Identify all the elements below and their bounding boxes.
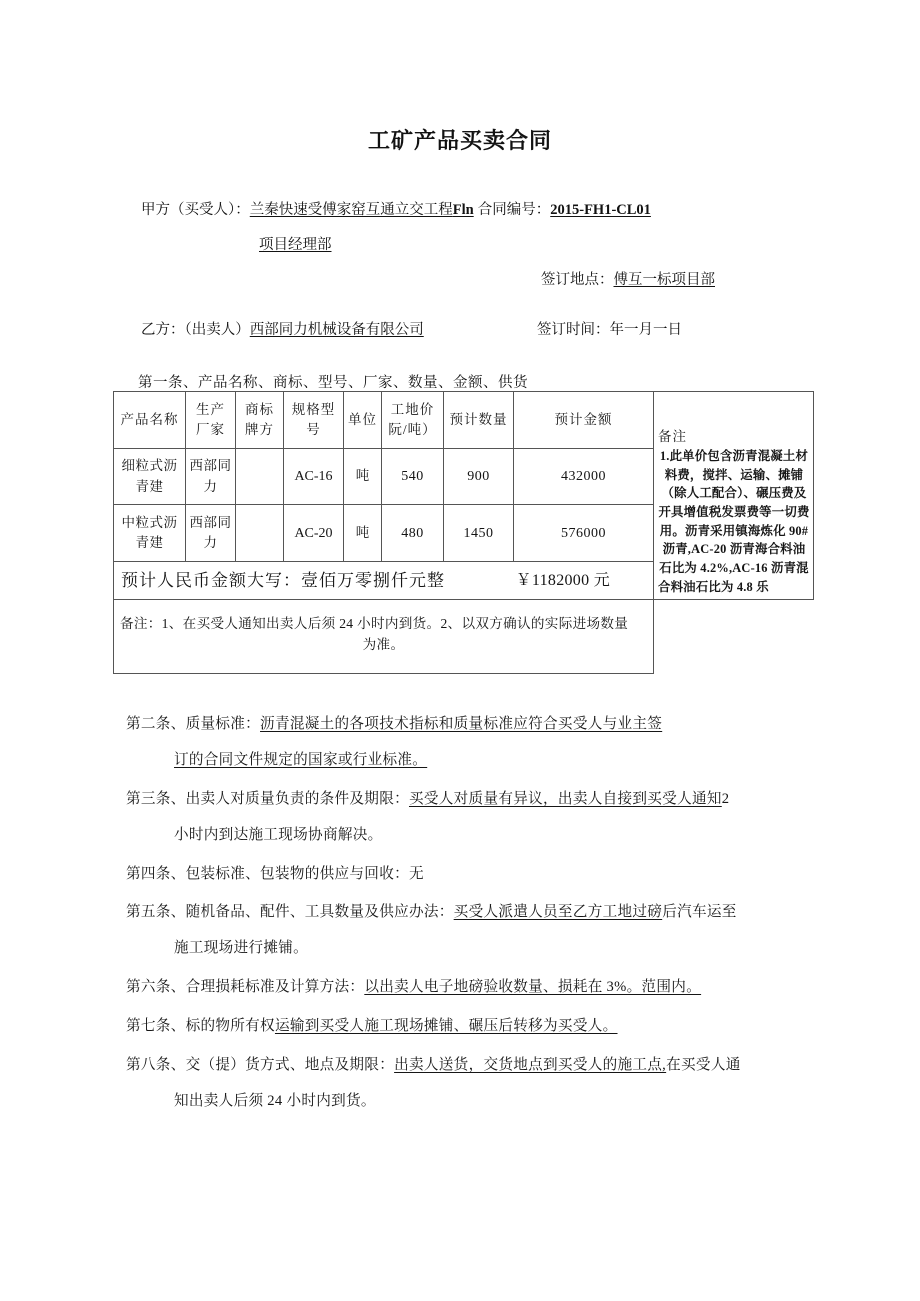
clause-7-label: 第七条、标的物所有权 — [126, 1018, 275, 1035]
cell-brand — [236, 448, 284, 505]
col-header-brand: 商标牌方 — [236, 392, 284, 449]
clause-3-text: 买受人对质量有异议，出卖人自接到买受人通知 — [408, 790, 722, 807]
cell-spec: AC-20 — [284, 505, 344, 562]
col-header-qty: 预计数量 — [444, 392, 514, 449]
clause-5-label: 第五条、随机备品、配件、工具数量及供应办法： — [126, 904, 454, 921]
clause-5-tail: 后汽车运至 — [662, 904, 737, 921]
clause-3-label: 第三条、出卖人对质量负责的条件及期限： — [126, 790, 409, 807]
table-note-cell — [114, 600, 654, 674]
contract-no-value: 2015-FH1-CL01 — [550, 202, 651, 218]
note-row-spacer — [654, 600, 814, 674]
buyer-line — [141, 198, 651, 219]
contract-no-label: 合同编号： — [477, 202, 551, 218]
amount-value: ￥1182000 元 — [515, 571, 610, 589]
table-note-line1: 备注：1、在买受人通知出卖人后须 24 小时内到货。2、以双方确认的实际进场数量 — [120, 616, 629, 632]
sign-time-line — [537, 318, 682, 339]
cell-amount: 576000 — [514, 505, 654, 562]
clauses-list — [126, 714, 838, 1130]
clause-5-cont: 施工现场进行摊铺。 — [174, 940, 309, 957]
cell-spec: AC-16 — [284, 448, 344, 505]
seller-line — [141, 318, 424, 339]
cell-brand — [236, 505, 284, 562]
page-title: 工矿产品买卖合同 — [367, 128, 552, 153]
clause-8 — [126, 1055, 838, 1113]
clause-7-text: 运输到买受人施工现场摊铺、碾压后转移为买受人。 — [274, 1018, 618, 1035]
goods-table — [113, 391, 814, 674]
cell-product: 中粒式沥青建 — [114, 505, 186, 562]
remarks-cell — [654, 392, 814, 600]
buyer-name-line2: 项目经理部 — [259, 237, 332, 253]
sign-place-label: 签订地点： — [541, 272, 614, 288]
cell-factory: 西部同力 — [186, 448, 236, 505]
table-note-line2: 为准。 — [362, 636, 405, 652]
amount-cell — [114, 562, 654, 600]
cell-price: 540 — [382, 448, 444, 505]
goods-table-wrapper — [113, 391, 813, 674]
remarks-text: 1.此单价包含沥青混凝土材料费，搅拌、运输、摊铺（除人工配合）、碾压费及开具增值税发票费等一切费用。沥青采用镇海炼化 90#沥青,AC-20 沥青海合料油石比为 4.2%,AC-16 沥青混合料油石比为 4.8 乐 — [658, 449, 810, 594]
cell-price: 480 — [382, 505, 444, 562]
clause-6 — [126, 977, 838, 999]
clause-2-label: 第二条、质量标准： — [126, 716, 261, 732]
cell-product: 细粒式沥青建 — [114, 448, 186, 505]
clause-5 — [126, 902, 838, 960]
cell-unit: 吨 — [344, 505, 382, 562]
cell-amount: 432000 — [514, 448, 654, 505]
cell-factory: 西部同力 — [186, 505, 236, 562]
clause-6-label: 第六条、合理损耗标准及计算方法： — [126, 979, 365, 996]
buyer-label: 甲方（买受人）： — [141, 202, 250, 218]
clause-2 — [126, 714, 838, 772]
col-header-remarks: 备注 — [658, 429, 687, 444]
seller-name: 西部同力机械设备有限公司 — [249, 322, 424, 338]
sign-time-value: 年一月一日 — [609, 322, 682, 338]
sign-place-line — [541, 268, 715, 289]
sign-time-label: 签订时间： — [537, 322, 610, 338]
clause-6-text: 以出卖人电子地磅验收数量、损耗在 3%。范围内。 — [364, 979, 702, 996]
sign-place-value: 傅互一标项目部 — [613, 272, 715, 288]
col-header-price: 工地价阮/吨） — [382, 392, 444, 449]
clause-8-cont: 知出卖人后须 24 小时内到货。 — [174, 1092, 376, 1109]
seller-label: 乙方：（出卖人） — [141, 322, 250, 338]
clause-3-cont: 小时内到达施工现场协商解决。 — [174, 826, 383, 843]
amount-words-label: 预计人民币金额大写：壹佰万零捌仟元整 — [121, 570, 445, 590]
cell-qty: 1450 — [444, 505, 514, 562]
clause-4-label: 第四条、包装标准、包装物的供应与回收：无 — [126, 865, 424, 882]
cell-unit: 吨 — [344, 448, 382, 505]
table-header-row — [114, 392, 814, 449]
col-header-factory: 生产厂家 — [186, 392, 236, 449]
clause-2-text: 沥青混凝土的各项技术指标和质量标准应符合买受人与业主签 — [260, 716, 663, 732]
buyer-name-suffix: Fln — [452, 202, 474, 218]
table-note-row — [114, 600, 814, 674]
clause-4 — [126, 864, 838, 886]
clause-3 — [126, 789, 838, 847]
clause-2-cont: 订的合同文件规定的国家或行业标准。 — [174, 751, 428, 768]
clause-8-text: 出卖人送货，交货地点到买受人的施工点, — [394, 1057, 667, 1074]
col-header-spec: 规格型号 — [284, 392, 344, 449]
clause-3-tail: 2 — [721, 790, 730, 807]
cell-qty: 900 — [444, 448, 514, 505]
clause-8-tail: 在买受人通 — [666, 1057, 741, 1074]
clause-1-caption: 第一条、产品名称、商标、型号、厂家、数量、金额、供货 — [138, 375, 528, 391]
col-header-unit: 单位 — [344, 392, 382, 449]
col-header-product: 产品名称 — [114, 392, 186, 449]
col-header-amount: 预计金额 — [514, 392, 654, 449]
buyer-name: 兰秦快速受傅家窑互通立交工程 — [249, 202, 453, 218]
clause-5-text: 买受人派遣人员至乙方工地过磅 — [453, 904, 663, 921]
clause-8-label: 第八条、交（提）货方式、地点及期限： — [126, 1057, 395, 1074]
clause-7 — [126, 1016, 838, 1038]
